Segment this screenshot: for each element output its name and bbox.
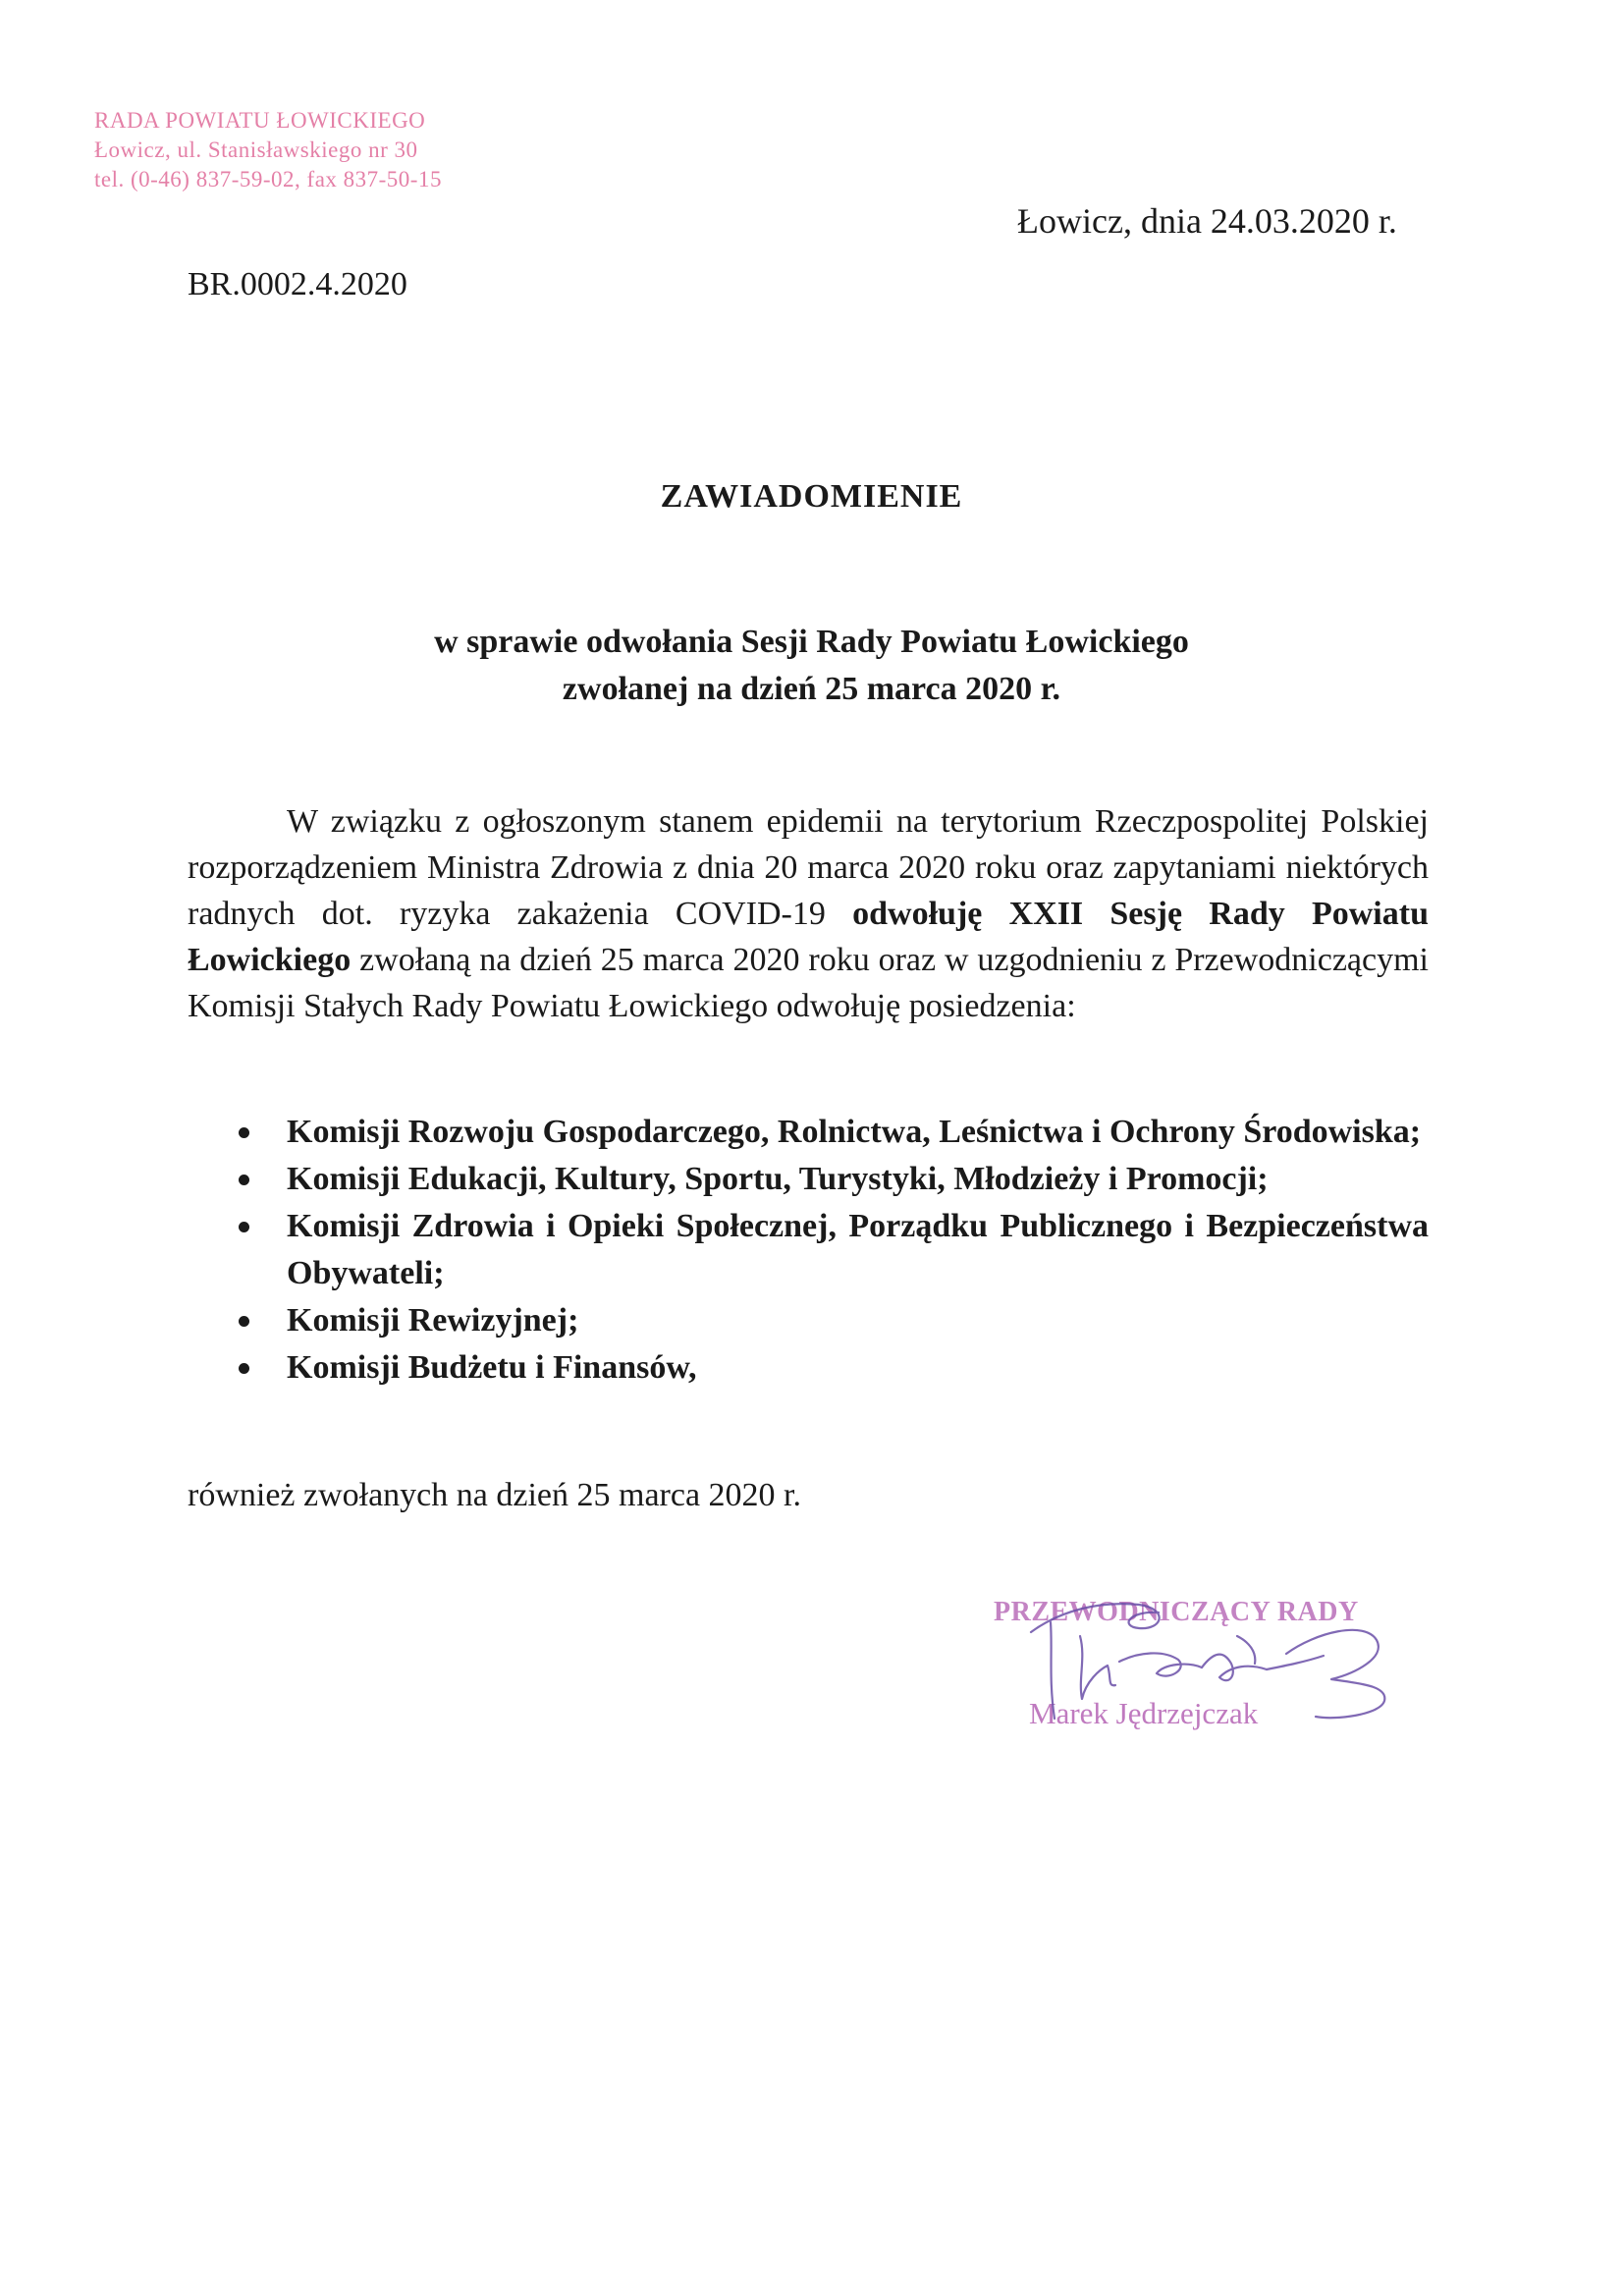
list-item <box>188 1344 1429 1392</box>
stamp-line-1: RADA POWIATU ŁOWICKIEGO <box>94 108 426 133</box>
bullet-icon <box>239 1363 249 1374</box>
chairman-name: Marek Jędrzejczak <box>1029 1696 1259 1730</box>
document-title: ZAWIADOMIENIE <box>660 478 963 515</box>
closing-line: również zwołanych na dzień 25 marca 2020 r. <box>188 1477 801 1513</box>
reference-number: BR.0002.4.2020 <box>188 266 407 302</box>
list-item-text: Komisji Rewizyjnej; <box>287 1302 579 1339</box>
body-paragraph <box>188 798 1429 1029</box>
body-text-2: zwołaną na dzień 25 marca 2020 roku oraz w uzgodnieniu z Przewodniczącymi Komisji Stałych Rady Powiatu Łowickiego odwołuję posiedzenia: <box>188 942 1429 1024</box>
office-stamp <box>94 106 442 194</box>
bullet-icon <box>239 1175 249 1185</box>
stamp-line-2: Łowicz, ul. Stanisławskiego nr 30 <box>94 137 418 162</box>
bullet-icon <box>239 1127 249 1138</box>
body-text-bold: odwołuję XXII Sesję Rady Powiatu Łowickiego <box>188 896 1429 978</box>
handwritten-signature <box>992 1571 1404 1768</box>
body-text-1: W związku z ogłoszonym stanem epidemii na terytorium Rzeczpospolitej Polskiej rozporządzeniem Ministra Zdrowia z dnia 20 marca 2020 roku oraz zapytaniami niektórych radnych dot. ryzyka zakażenia COVID-19 <box>188 803 1429 932</box>
list-item <box>188 1203 1429 1297</box>
bullet-icon <box>239 1316 249 1327</box>
subject-line-2: zwołanej na dzień 25 marca 2020 r. <box>562 671 1061 707</box>
list-item-text: Komisji Budżetu i Finansów, <box>287 1349 697 1386</box>
committee-list <box>188 1109 1429 1392</box>
list-item <box>188 1297 1429 1344</box>
list-item-text: Komisji Rozwoju Gospodarczego, Rolnictwa, Leśnictwa i Ochrony Środowiska; <box>287 1114 1422 1150</box>
subject-line-1: w sprawie odwołania Sesji Rady Powiatu Łowickiego <box>434 624 1189 660</box>
place-and-date: Łowicz, dnia 24.03.2020 r. <box>1017 201 1397 241</box>
document-subject <box>0 619 1623 713</box>
list-item-text: Komisji Edukacji, Kultury, Sportu, Turystyki, Młodzieży i Promocji; <box>287 1161 1269 1197</box>
stamp-line-3: tel. (0-46) 837-59-02, fax 837-50-15 <box>94 167 442 191</box>
list-item <box>188 1156 1429 1203</box>
chairman-stamp: PRZEWODNICZĄCY RADY <box>994 1597 1359 1627</box>
bullet-icon <box>239 1222 249 1232</box>
list-item-text: Komisji Zdrowia i Opieki Społecznej, Porządku Publicznego i Bezpieczeństwa Obywateli; <box>287 1208 1429 1291</box>
list-item <box>188 1109 1429 1156</box>
